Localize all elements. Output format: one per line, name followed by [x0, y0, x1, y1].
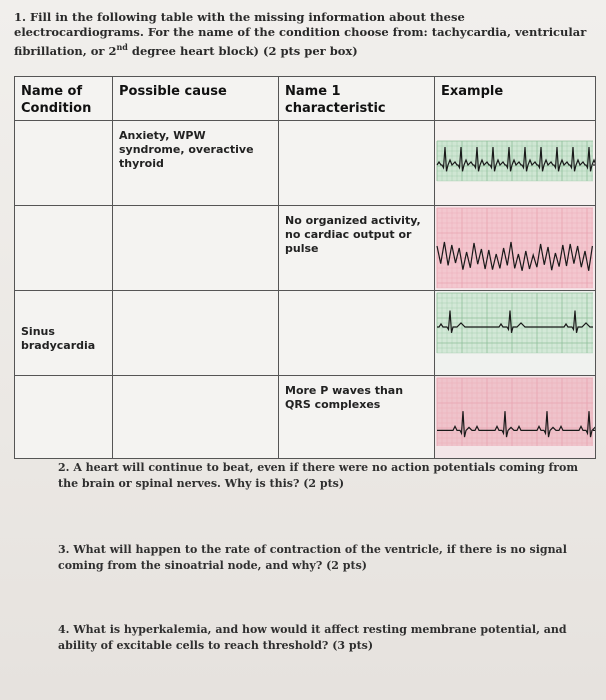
question-3 [58, 542, 594, 574]
row-2-cause-cell[interactable] [113, 206, 279, 291]
ekg-trace-4 [435, 376, 595, 458]
ekg-table [14, 76, 596, 459]
header-characteristic: Name 1 characteristic [279, 77, 435, 121]
question-4-text: 4. What is [58, 623, 124, 636]
header-example: Example [435, 77, 596, 121]
row-4-characteristic-cell[interactable]: More P waves than QRS complexes [279, 376, 435, 459]
table-row [15, 206, 596, 291]
question-1-text-end: degree heart block) (2 pts per box) [127, 43, 358, 58]
ekg-strip-heart-block [435, 376, 596, 459]
question-1 [14, 10, 594, 59]
header-possible-cause: Possible cause [113, 77, 279, 121]
question-1-text: 1. Fill in the following table with the missing information about these electrocardiograms. For the name of the condition choose from: tachycardia, ventricular fibrillation, or 2 [14, 10, 587, 58]
row-3-cause-cell[interactable] [113, 291, 279, 376]
row-2-name-cell[interactable] [15, 206, 113, 291]
question-3-text-end: ? (2 pts) [315, 559, 367, 572]
question-3-keyword: why [291, 559, 316, 572]
question-1-superscript: nd [116, 42, 128, 52]
row-3-characteristic-cell[interactable] [279, 291, 435, 376]
ekg-trace-1 [435, 121, 595, 205]
table-row [15, 291, 596, 376]
row-1-cause-cell[interactable]: Anxiety, WPW syndrome, overactive thyroid [113, 121, 279, 206]
ekg-trace-3 [435, 291, 595, 375]
question-4-text-end: , and how would it affect resting membrane potential, and ability of excitable cells to reach threshold? (3 pts) [58, 623, 567, 652]
table-row [15, 376, 596, 459]
question-3-text: 3. What will happen to the rate of contraction of the ventricle, if there is no signal coming from the sinoatrial node, and [58, 543, 567, 572]
row-1-name-cell[interactable] [15, 121, 113, 206]
header-name-of-condition: Name of Condition [15, 77, 113, 121]
table-row [15, 121, 596, 206]
table-header-row [15, 77, 596, 121]
ekg-strip-bradycardia [435, 291, 596, 376]
row-4-name-cell[interactable] [15, 376, 113, 459]
ekg-trace-2 [435, 206, 595, 290]
question-2: 2. A heart will continue to beat, even if there were no action potentials coming from the brain or spinal nerves. Why is this? (2 pts) [58, 461, 578, 490]
question-4 [58, 622, 594, 654]
question-4-keyword: hyperkalemia [123, 623, 208, 636]
row-4-cause-cell[interactable] [113, 376, 279, 459]
ekg-strip-vfib [435, 206, 596, 291]
ekg-strip-tachycardia [435, 121, 596, 206]
row-3-name-cell[interactable]: Sinus bradycardia [15, 291, 113, 376]
row-1-characteristic-cell[interactable] [279, 121, 435, 206]
row-2-characteristic-cell[interactable]: No organized activity, no cardiac output or pulse [279, 206, 435, 291]
